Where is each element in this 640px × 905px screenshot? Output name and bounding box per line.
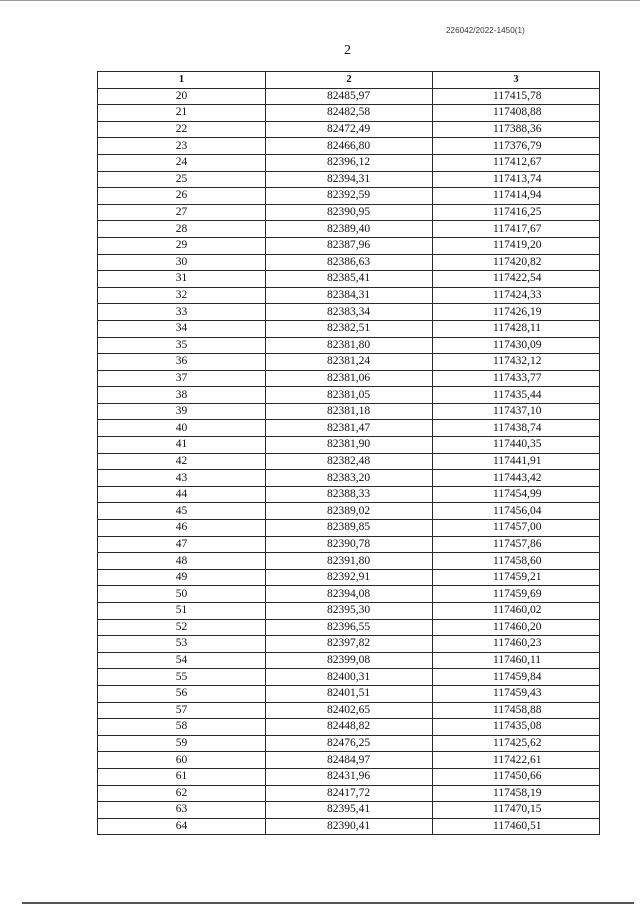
point-number-cell: 29 xyxy=(98,237,266,254)
y-coordinate-cell: 117419,20 xyxy=(433,237,600,254)
x-coordinate-cell: 82417,72 xyxy=(266,785,433,802)
y-coordinate-cell: 117426,19 xyxy=(433,304,600,321)
point-number-cell: 59 xyxy=(98,735,266,752)
x-coordinate-cell: 82389,40 xyxy=(266,221,433,238)
point-number-cell: 34 xyxy=(98,320,266,337)
point-number-cell: 52 xyxy=(98,619,266,636)
y-coordinate-cell: 117458,88 xyxy=(433,702,600,719)
y-coordinate-cell: 117459,21 xyxy=(433,569,600,586)
y-coordinate-cell: 117441,91 xyxy=(433,453,600,470)
y-coordinate-cell: 117440,35 xyxy=(433,437,600,454)
x-coordinate-cell: 82382,48 xyxy=(266,453,433,470)
y-coordinate-cell: 117433,77 xyxy=(433,370,600,387)
point-number-cell: 33 xyxy=(98,304,266,321)
y-coordinate-cell: 117459,84 xyxy=(433,669,600,686)
x-coordinate-cell: 82381,18 xyxy=(266,403,433,420)
table-row xyxy=(98,354,600,371)
y-coordinate-cell: 117459,43 xyxy=(433,685,600,702)
point-number-cell: 42 xyxy=(98,453,266,470)
x-coordinate-cell: 82448,82 xyxy=(266,719,433,736)
table-row xyxy=(98,586,600,603)
top-border-line xyxy=(0,0,640,1)
point-number-cell: 62 xyxy=(98,785,266,802)
table-row xyxy=(98,304,600,321)
x-coordinate-cell: 82400,31 xyxy=(266,669,433,686)
point-number-cell: 48 xyxy=(98,553,266,570)
table-row xyxy=(98,669,600,686)
table-row xyxy=(98,569,600,586)
x-coordinate-cell: 82482,58 xyxy=(266,105,433,122)
table-row xyxy=(98,221,600,238)
point-number-cell: 37 xyxy=(98,370,266,387)
x-coordinate-cell: 82385,41 xyxy=(266,271,433,288)
table-row xyxy=(98,370,600,387)
x-coordinate-cell: 82392,91 xyxy=(266,569,433,586)
y-coordinate-cell: 117417,67 xyxy=(433,221,600,238)
y-coordinate-cell: 117459,69 xyxy=(433,586,600,603)
point-number-cell: 53 xyxy=(98,636,266,653)
table-header-row xyxy=(98,72,600,89)
y-coordinate-cell: 117437,10 xyxy=(433,403,600,420)
y-coordinate-cell: 117428,11 xyxy=(433,320,600,337)
table-row xyxy=(98,603,600,620)
y-coordinate-cell: 117454,99 xyxy=(433,486,600,503)
point-number-cell: 57 xyxy=(98,702,266,719)
x-coordinate-cell: 82383,34 xyxy=(266,304,433,321)
y-coordinate-cell: 117443,42 xyxy=(433,470,600,487)
table-row xyxy=(98,685,600,702)
y-coordinate-cell: 117460,02 xyxy=(433,603,600,620)
table-row xyxy=(98,121,600,138)
point-number-cell: 43 xyxy=(98,470,266,487)
y-coordinate-cell: 117458,60 xyxy=(433,553,600,570)
x-coordinate-cell: 82390,95 xyxy=(266,204,433,221)
x-coordinate-cell: 82383,20 xyxy=(266,470,433,487)
x-coordinate-cell: 82484,97 xyxy=(266,752,433,769)
table-row xyxy=(98,652,600,669)
x-coordinate-cell: 82386,63 xyxy=(266,254,433,271)
x-coordinate-cell: 82402,65 xyxy=(266,702,433,719)
x-coordinate-cell: 82391,80 xyxy=(266,553,433,570)
y-coordinate-cell: 117376,79 xyxy=(433,138,600,155)
table-row xyxy=(98,287,600,304)
y-coordinate-cell: 117388,36 xyxy=(433,121,600,138)
x-coordinate-cell: 82388,33 xyxy=(266,486,433,503)
point-number-cell: 35 xyxy=(98,337,266,354)
x-coordinate-cell: 82466,80 xyxy=(266,138,433,155)
point-number-cell: 38 xyxy=(98,387,266,404)
x-coordinate-cell: 82381,05 xyxy=(266,387,433,404)
x-coordinate-cell: 82476,25 xyxy=(266,735,433,752)
x-coordinate-cell: 82381,90 xyxy=(266,437,433,454)
point-number-cell: 24 xyxy=(98,154,266,171)
table-row xyxy=(98,453,600,470)
y-coordinate-cell: 117470,15 xyxy=(433,802,600,819)
y-coordinate-cell: 117413,74 xyxy=(433,171,600,188)
y-coordinate-cell: 117420,82 xyxy=(433,254,600,271)
x-coordinate-cell: 82381,24 xyxy=(266,354,433,371)
point-number-cell: 31 xyxy=(98,271,266,288)
point-number-cell: 21 xyxy=(98,105,266,122)
table-row xyxy=(98,105,600,122)
x-coordinate-cell: 82382,51 xyxy=(266,320,433,337)
x-coordinate-cell: 82381,47 xyxy=(266,420,433,437)
y-coordinate-cell: 117458,19 xyxy=(433,785,600,802)
x-coordinate-cell: 82384,31 xyxy=(266,287,433,304)
x-coordinate-cell: 82381,80 xyxy=(266,337,433,354)
table-body xyxy=(98,88,600,835)
column-header: 3 xyxy=(433,72,600,89)
point-number-cell: 32 xyxy=(98,287,266,304)
table-row xyxy=(98,420,600,437)
point-number-cell: 45 xyxy=(98,503,266,520)
table-row xyxy=(98,553,600,570)
x-coordinate-cell: 82399,08 xyxy=(266,652,433,669)
x-coordinate-cell: 82485,97 xyxy=(266,88,433,105)
page-number: 2 xyxy=(344,43,351,58)
x-coordinate-cell: 82397,82 xyxy=(266,636,433,653)
y-coordinate-cell: 117460,11 xyxy=(433,652,600,669)
x-coordinate-cell: 82396,12 xyxy=(266,154,433,171)
point-number-cell: 41 xyxy=(98,437,266,454)
table-row xyxy=(98,636,600,653)
y-coordinate-cell: 117412,67 xyxy=(433,154,600,171)
x-coordinate-cell: 82395,30 xyxy=(266,603,433,620)
point-number-cell: 50 xyxy=(98,586,266,603)
x-coordinate-cell: 82389,02 xyxy=(266,503,433,520)
point-number-cell: 25 xyxy=(98,171,266,188)
y-coordinate-cell: 117432,12 xyxy=(433,354,600,371)
x-coordinate-cell: 82395,41 xyxy=(266,802,433,819)
table-row xyxy=(98,337,600,354)
point-number-cell: 47 xyxy=(98,536,266,553)
table-row xyxy=(98,768,600,785)
x-coordinate-cell: 82389,85 xyxy=(266,520,433,537)
y-coordinate-cell: 117450,66 xyxy=(433,768,600,785)
y-coordinate-cell: 117416,25 xyxy=(433,204,600,221)
table-row xyxy=(98,204,600,221)
table-row xyxy=(98,702,600,719)
table-row xyxy=(98,254,600,271)
table-row xyxy=(98,503,600,520)
table-row xyxy=(98,271,600,288)
coordinates-table xyxy=(97,71,600,835)
table-row xyxy=(98,387,600,404)
table-row xyxy=(98,437,600,454)
y-coordinate-cell: 117408,88 xyxy=(433,105,600,122)
point-number-cell: 23 xyxy=(98,138,266,155)
x-coordinate-cell: 82472,49 xyxy=(266,121,433,138)
table-row xyxy=(98,154,600,171)
table-row xyxy=(98,818,600,835)
point-number-cell: 58 xyxy=(98,719,266,736)
point-number-cell: 63 xyxy=(98,802,266,819)
point-number-cell: 46 xyxy=(98,520,266,537)
table-row xyxy=(98,619,600,636)
y-coordinate-cell: 117457,86 xyxy=(433,536,600,553)
y-coordinate-cell: 117424,33 xyxy=(433,287,600,304)
table-row xyxy=(98,88,600,105)
x-coordinate-cell: 82401,51 xyxy=(266,685,433,702)
point-number-cell: 36 xyxy=(98,354,266,371)
y-coordinate-cell: 117456,04 xyxy=(433,503,600,520)
point-number-cell: 60 xyxy=(98,752,266,769)
point-number-cell: 39 xyxy=(98,403,266,420)
x-coordinate-cell: 82394,31 xyxy=(266,171,433,188)
point-number-cell: 54 xyxy=(98,652,266,669)
point-number-cell: 55 xyxy=(98,669,266,686)
table-row xyxy=(98,520,600,537)
x-coordinate-cell: 82392,59 xyxy=(266,188,433,205)
point-number-cell: 26 xyxy=(98,188,266,205)
point-number-cell: 27 xyxy=(98,204,266,221)
table-row xyxy=(98,470,600,487)
document-number: 226042/2022-1450(1) xyxy=(446,26,525,35)
point-number-cell: 51 xyxy=(98,603,266,620)
y-coordinate-cell: 117435,44 xyxy=(433,387,600,404)
y-coordinate-cell: 117460,51 xyxy=(433,818,600,835)
y-coordinate-cell: 117460,23 xyxy=(433,636,600,653)
point-number-cell: 20 xyxy=(98,88,266,105)
table-row xyxy=(98,752,600,769)
x-coordinate-cell: 82387,96 xyxy=(266,237,433,254)
table-row xyxy=(98,138,600,155)
y-coordinate-cell: 117438,74 xyxy=(433,420,600,437)
x-coordinate-cell: 82390,41 xyxy=(266,818,433,835)
y-coordinate-cell: 117430,09 xyxy=(433,337,600,354)
table-row xyxy=(98,486,600,503)
table-row xyxy=(98,536,600,553)
column-header: 1 xyxy=(98,72,266,89)
table-row xyxy=(98,719,600,736)
y-coordinate-cell: 117415,78 xyxy=(433,88,600,105)
table-row xyxy=(98,171,600,188)
point-number-cell: 49 xyxy=(98,569,266,586)
y-coordinate-cell: 117422,54 xyxy=(433,271,600,288)
table-row xyxy=(98,802,600,819)
table-row xyxy=(98,735,600,752)
point-number-cell: 61 xyxy=(98,768,266,785)
y-coordinate-cell: 117457,00 xyxy=(433,520,600,537)
x-coordinate-cell: 82431,96 xyxy=(266,768,433,785)
point-number-cell: 56 xyxy=(98,685,266,702)
y-coordinate-cell: 117422,61 xyxy=(433,752,600,769)
point-number-cell: 30 xyxy=(98,254,266,271)
table-row xyxy=(98,403,600,420)
point-number-cell: 28 xyxy=(98,221,266,238)
x-coordinate-cell: 82390,78 xyxy=(266,536,433,553)
point-number-cell: 40 xyxy=(98,420,266,437)
table-row xyxy=(98,188,600,205)
table-row xyxy=(98,785,600,802)
x-coordinate-cell: 82381,06 xyxy=(266,370,433,387)
point-number-cell: 44 xyxy=(98,486,266,503)
y-coordinate-cell: 117435,08 xyxy=(433,719,600,736)
y-coordinate-cell: 117460,20 xyxy=(433,619,600,636)
bottom-border-line xyxy=(22,902,634,904)
point-number-cell: 22 xyxy=(98,121,266,138)
y-coordinate-cell: 117414,94 xyxy=(433,188,600,205)
x-coordinate-cell: 82394,08 xyxy=(266,586,433,603)
table-row xyxy=(98,237,600,254)
y-coordinate-cell: 117425,62 xyxy=(433,735,600,752)
column-header: 2 xyxy=(266,72,433,89)
point-number-cell: 64 xyxy=(98,818,266,835)
table-row xyxy=(98,320,600,337)
x-coordinate-cell: 82396,55 xyxy=(266,619,433,636)
